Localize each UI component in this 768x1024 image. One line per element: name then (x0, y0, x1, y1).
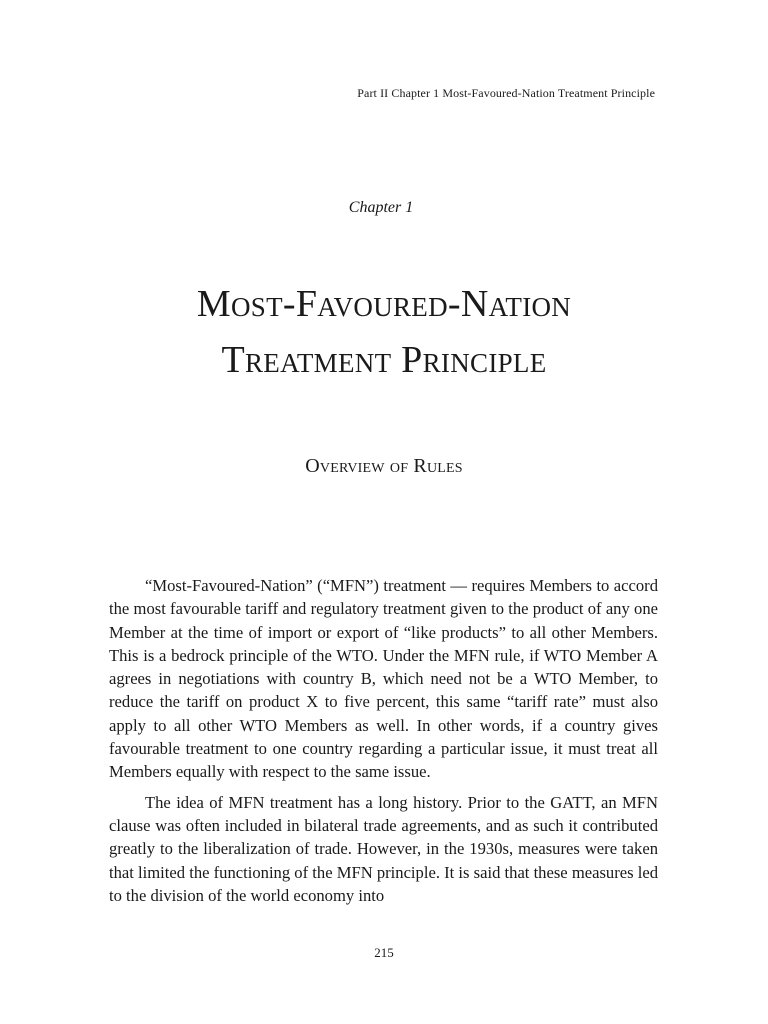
chapter-title-line-1: Most-Favoured-Nation (196, 283, 572, 325)
running-header: Part II Chapter 1 Most-Favoured-Nation Treatment Principle (357, 86, 655, 100)
chapter-label: Chapter 1 (348, 199, 414, 216)
chapter-title-line-2: Treatment Principle (221, 339, 547, 381)
page-number: 215 (374, 945, 394, 960)
chapter-title (0, 276, 768, 388)
body-paragraph-1: “Most-Favoured-Nation” (“MFN”) treatment — requires Members to accord the most favourable tariff and regulatory treatment given to the product of any one Member at the time of import or export of “like products” to all other Members. This is a bedrock principle of the WTO. Under the MFN rule, if WTO Member A agrees in negotiations with country B, which need not be a WTO Member, to reduce the tariff on product X to five percent, this same “tariff rate” must also apply to all other WTO Members as well. In other words, if a country gives favourable treatment to one country regarding a particular issue, it must treat all Members equally with respect to the same issue. (109, 576, 658, 782)
body-paragraph-2: The idea of MFN treatment has a long history. Prior to the GATT, an MFN clause was often included in bilateral trade agreements, and as such it contributed greatly to the liberalization of trade. However, in the 1930s, measures were taken that limited the functioning of the MFN principle. It is said that these measures led to the division of the world economy into (109, 792, 658, 905)
section-title: Overview of Rules (305, 455, 463, 477)
body-text (109, 574, 658, 914)
